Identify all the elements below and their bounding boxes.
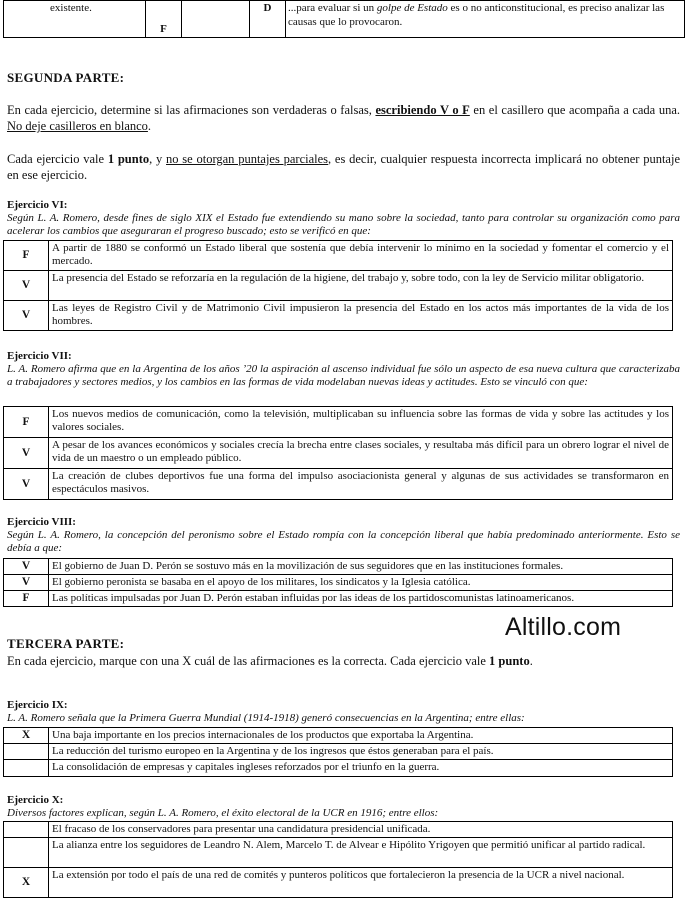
option-text: Una baja importante en los precios internacionales de los productos que exportaba la Argentina. bbox=[49, 728, 673, 744]
statement-text: A partir de 1880 se conformó un Estado liberal que sostenía que debía intervenir lo mínimo en la sociedad y fomentar el comercio y el mercado. bbox=[49, 241, 673, 271]
exercise-intro-x: Diversos factores explican, según L. A. Romero, el éxito electoral de la UCR en 1916; entre ellos: bbox=[7, 807, 439, 819]
table-row bbox=[4, 822, 673, 838]
segunda-p1-a: En cada ejercicio, determine si las afirmaciones son verdaderas o falsas, bbox=[7, 103, 376, 117]
table-row bbox=[4, 559, 673, 575]
tercera-p1-b: 1 punto bbox=[489, 654, 530, 668]
table-row bbox=[4, 438, 673, 469]
statement-text: La creación de clubes deportivos fue una forma del impulso asociacionista general y algunas de sus actividades se transformaron en espectáculos masivos. bbox=[49, 469, 673, 500]
answer-cell[interactable]: F bbox=[4, 241, 49, 271]
exercise-title-x: Ejercicio X: bbox=[7, 794, 64, 806]
statement-text: A pesar de los avances económicos y sociales crecía la brecha entre clases sociales, y resultaba más difícil para un obrero lograr el nivel de vida de un maestro o un empleado público. bbox=[49, 438, 673, 469]
exercise-intro-vii: L. A. Romero afirma que en la Argentina de los años ’20 la aspiración al ascenso individual fue sólo un aspecto de esa nueva cultura que caracterizaba a trabajadores y sectores medios, y los cambios en las formas de vida modelaban nuevas ideas y actitudes. Esto se vinculó con que: bbox=[7, 363, 680, 388]
table-row bbox=[4, 591, 673, 607]
table-row bbox=[4, 469, 673, 500]
fragment-text-b: es o no anticonstitucional, es preciso analizar las causas que lo provocaron. bbox=[288, 2, 665, 28]
option-text: La reducción del turismo europeo en la Argentina y de los ingresos que éstos generaban para el país. bbox=[49, 744, 673, 760]
exercise-table-viii bbox=[3, 558, 673, 607]
tercera-p1-a: En cada ejercicio, marque con una X cuál de las afirmaciones es la correcta. Cada ejercicio vale bbox=[7, 654, 490, 668]
answer-cell[interactable]: V bbox=[4, 559, 49, 575]
option-text: La consolidación de empresas y capitales ingleses reforzados por el triunfo en la guerra. bbox=[49, 760, 673, 777]
tercera-p1-c: . bbox=[529, 654, 533, 668]
choice-cell[interactable]: X bbox=[4, 868, 49, 898]
table-row bbox=[4, 868, 673, 898]
option-text: La extensión por todo el país de una red de comités y punteros políticos que fortalecieron la presencia de la UCR a nivel nacional. bbox=[49, 868, 673, 898]
fragment-text-italic: golpe de Estado bbox=[376, 2, 448, 14]
tercera-instructions bbox=[7, 653, 680, 669]
table-row bbox=[4, 241, 673, 271]
table-row bbox=[4, 575, 673, 591]
option-text: La alianza entre los seguidores de Leandro N. Alem, Marcelo T. de Alvear e Hipólito Yrigoyen que permitió unificar al partido radical. bbox=[49, 838, 673, 868]
section-heading-segunda: SEGUNDA PARTE: bbox=[7, 70, 125, 85]
option-text: El fracaso de los conservadores para presentar una candidatura presidencial unificada. bbox=[49, 822, 673, 838]
choice-cell[interactable] bbox=[4, 822, 49, 838]
choice-cell[interactable] bbox=[4, 744, 49, 760]
answer-cell[interactable]: V bbox=[4, 438, 49, 469]
fragment-answer-right: D bbox=[250, 1, 286, 38]
table-row bbox=[4, 271, 673, 301]
section-heading-tercera: TERCERA PARTE: bbox=[7, 636, 125, 651]
statement-text: Las leyes de Registro Civil y de Matrimonio Civil impusieron la presencia del Estado en los actos más importantes de la vida de los hombres. bbox=[49, 301, 673, 331]
answer-cell[interactable]: V bbox=[4, 271, 49, 301]
previous-exercise-table-fragment bbox=[3, 0, 685, 38]
segunda-p2-d: no se otorgan puntajes parciales bbox=[166, 152, 329, 166]
statement-text: El gobierno de Juan D. Perón se sostuvo más en la movilización de sus seguidores que en las instituciones formales. bbox=[49, 559, 673, 575]
table-row bbox=[4, 744, 673, 760]
altillo-watermark-logo: Altillo.com bbox=[505, 613, 622, 641]
segunda-p2-e: , es decir, cualquier respuesta incorrecta implicará no obtener puntaje en ese ejercicio. bbox=[7, 152, 680, 182]
statement-text: Las políticas impulsadas por Juan D. Perón estaban influidas por las ideas de los partidoscomunistas latinoamericanos. bbox=[49, 591, 673, 607]
exercise-intro-vi: Según L. A. Romero, desde fines de siglo XIX el Estado fue extendiendo su mano sobre la sociedad, tanto para controlar su organización como para acelerar los cambios que aseguraran el progreso buscado; esto se verificó en que: bbox=[7, 212, 680, 237]
exercise-title-vii: Ejercicio VII: bbox=[7, 350, 72, 362]
exercise-intro-viii: Según L. A. Romero, la concepción del peronismo sobre el Estado rompía con la concepción liberal que había predominado anteriormente. Esto se debía a que: bbox=[7, 529, 680, 554]
segunda-p2-b: 1 punto bbox=[107, 152, 150, 166]
choice-cell[interactable] bbox=[4, 838, 49, 868]
fragment-left-text: existente. bbox=[4, 1, 146, 38]
exercise-title-ix: Ejercicio IX: bbox=[7, 699, 68, 711]
fragment-right-text bbox=[286, 1, 685, 38]
segunda-p1-e: . bbox=[147, 119, 152, 133]
exercise-title-vi: Ejercicio VI: bbox=[7, 199, 68, 211]
fragment-empty-cell bbox=[182, 1, 250, 38]
statement-text: La presencia del Estado se reforzaría en la regulación de la higiene, del trabajo y, sobre todo, con la ley de Servicio militar obligatorio. bbox=[49, 271, 673, 301]
segunda-p1-b: escribiendo V o F bbox=[375, 103, 470, 117]
fragment-text-a: ...para evaluar si un bbox=[288, 2, 377, 14]
exercise-table-x bbox=[3, 821, 673, 898]
segunda-instructions bbox=[7, 102, 680, 134]
answer-cell[interactable]: V bbox=[4, 469, 49, 500]
answer-cell[interactable]: V bbox=[4, 575, 49, 591]
exercise-table-vii bbox=[3, 406, 673, 500]
segunda-p1-d: No deje casilleros en blanco bbox=[7, 119, 148, 133]
segunda-p2-a: Cada ejercicio vale bbox=[7, 152, 108, 166]
table-row bbox=[4, 838, 673, 868]
exercise-title-viii: Ejercicio VIII: bbox=[7, 516, 76, 528]
table-row bbox=[4, 407, 673, 438]
choice-cell[interactable]: X bbox=[4, 728, 49, 744]
table-row bbox=[4, 760, 673, 777]
fragment-answer-left[interactable]: F bbox=[146, 1, 182, 38]
exercise-intro-ix: L. A. Romero señala que la Primera Guerra Mundial (1914-1918) generó consecuencias en la Argentina; entre ellas: bbox=[7, 712, 525, 724]
answer-cell[interactable]: F bbox=[4, 407, 49, 438]
segunda-p1-c: en el casillero que acompaña a cada una. bbox=[469, 103, 680, 117]
exercise-table-ix bbox=[3, 727, 673, 777]
segunda-p2-c: , y bbox=[149, 152, 167, 166]
answer-cell[interactable]: V bbox=[4, 301, 49, 331]
table-row bbox=[4, 301, 673, 331]
choice-cell[interactable] bbox=[4, 760, 49, 777]
exercise-table-vi bbox=[3, 240, 673, 331]
statement-text: Los nuevos medios de comunicación, como la televisión, multiplicaban su influencia sobre las formas de vida y sobre las actitudes y los valores sociales. bbox=[49, 407, 673, 438]
table-row bbox=[4, 728, 673, 744]
statement-text: El gobierno peronista se basaba en el apoyo de los militares, los sindicatos y la Iglesia católica. bbox=[49, 575, 673, 591]
segunda-scoring bbox=[7, 151, 680, 183]
answer-cell[interactable]: F bbox=[4, 591, 49, 607]
